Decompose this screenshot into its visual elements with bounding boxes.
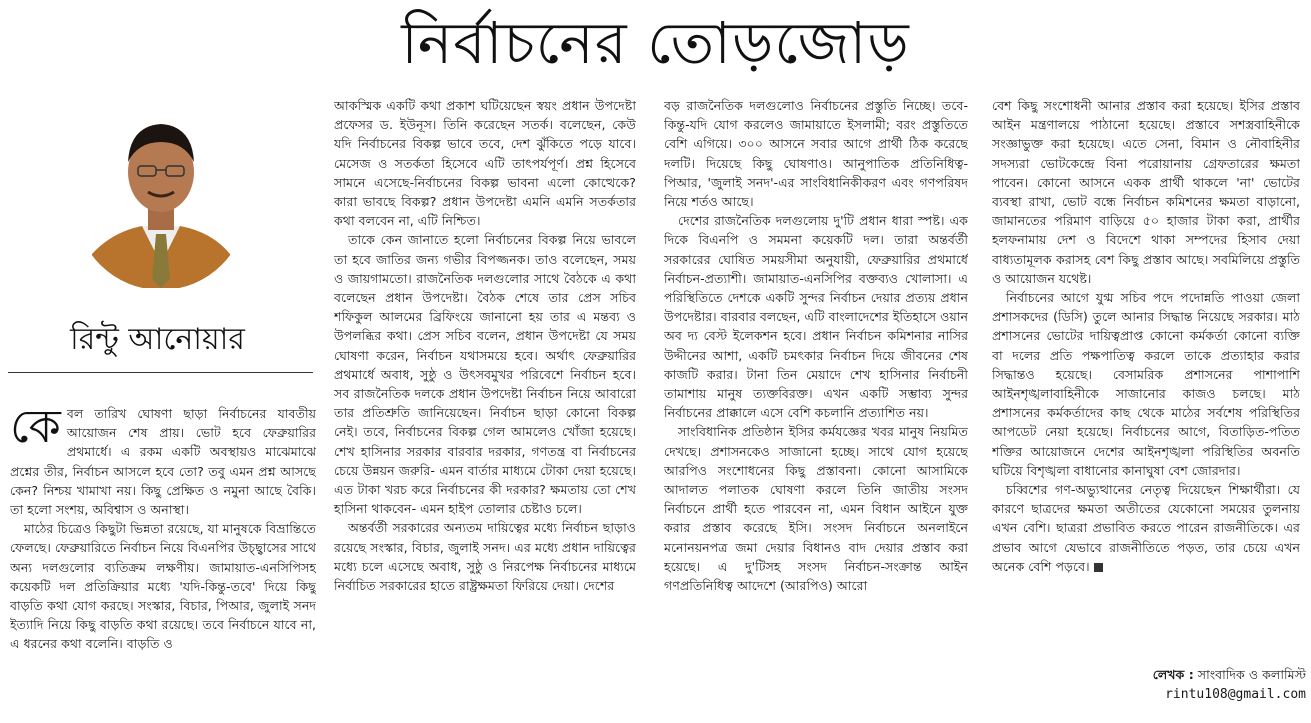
paragraph: দেশের রাজনৈতিক দলগুলোয় দু'টি প্রধান ধারা স্পষ্ট। এক দিকে বিএনপি ও সমমনা কয়েকটি দল। তারা অন্তর্বর্তী সরকারের ঘোষিত সময়সীমা অনুযায়ী, ফেব্রুয়ারির প্রথমার্ধে নির্বাচন-প্রত্যাশী। জামায়াত-এনসিপির বক্তব্যও খোলাসা। এ পরিস্থিতিতে দেশকে একটি সুন্দর নির্বাচন দেয়ার প্রত্যয় প্রধান উপদেষ্টার। বারবার বলছেন, এটি বাংলাদেশের ইতিহাসে ওয়ান অব দ্য বেস্ট ইলেকশন হবে। প্রধান নির্বাচন কমিশনার নাসির উদ্দীনের আশা, একটি চমৎকার নির্বাচন দিয়ে জীবনের শেষ কাজটি করার। টানা তিন মেয়াদে শেখ হাসিনার নির্বাচনী তামাশায় মানুষ ত্যক্তবিরক্ত। এখন একটি সম্ভাব্য সুন্দর নির্বাচনের প্রাক্কালে এসে বেশি কচলানি প্রত্যাশিত নয়।	[664, 213, 968, 421]
paragraph: বেশ কিছু সংশোধনী আনার প্রস্তাব করা হয়েছে। ইসির প্রস্তাব আইন মন্ত্রণালয়ে পাঠানো হয়েছে। প্রস্তাবে সশস্ত্রবাহিনীকে সংজ্ঞাভুক্ত করা হয়েছে। এতে সেনা, বিমান ও নৌবাহিনীর সদস্যরা ভোটকেন্দ্রে বিনা পরোয়ানায় গ্রেফতারের ক্ষমতা পাবেন। কোনো আসনে একক প্রার্থী থাকলে 'না' ভোটের ব্যবস্থা রাখা, ভোট বন্ধে নির্বাচন কমিশনের ক্ষমতা বাড়ানো, জামানতের পরিমাণ বাড়িয়ে ৫০ হাজার টাকা করা, প্রার্থীর হলফনামায় দেশ ও বিদেশে থাকা সম্পদের হিসাব দেয়া বাধ্যতামূলক করাসহ বেশ কিছু প্রস্তাব আছে। সবমিলিয়ে প্রস্তুতি ও আয়োজন যথেষ্ট।	[992, 98, 1300, 286]
headline: নির্বাচনের তোড়জোড়	[401, 9, 910, 77]
paragraph: অন্তর্বর্তী সরকারের অন্যতম দায়িত্বের মধ্যে নির্বাচন ছাড়াও রয়েছে সংস্কার, বিচার, জুলাই সনদ। এর মধ্যে প্রধান দায়িত্বের মধ্যে চলে এসেছে অবাধ, সুষ্ঠু ও নিরপেক্ষ নির্বাচনের মাধ্যমে নির্বাচিত সরকারের হাতে রাষ্ট্রক্ষমতা ফিরিয়ে দেয়া। দেশের	[334, 520, 636, 594]
paragraph: সাংবিধানিক প্রতিষ্ঠান ইসির কর্মযজ্ঞের খবর মানুষ নিয়মিত দেখছে। প্রশাসনকেও সাজানো হচ্ছে। সাথে যোগ হয়েছে আরপিও সংশোধনের কিছু প্রস্তাবনা। কোনো আসামিকে আদালত পলাতক ঘোষণা করলে তিনি জাতীয় সংসদ নির্বাচনে প্রার্থী হতে পারবেন না, এমন বিধান আইনে যুক্ত করার প্রস্তাব করেছে ইসি। সংসদ নির্বাচনে অনলাইনে মনোনয়নপত্র জমা দেয়ার বিধানও বাদ দেয়ার প্রস্তাব করা হয়েছে। এ দু'টিসহ সংসদ নির্বাচন-সংক্রান্ত আইন গণপ্রতিনিধিত্ব আদেশে (আরপিও) আরো	[664, 424, 968, 594]
paragraph: মাঠের চিত্রেও কিছুটা ভিন্নতা রয়েছে, যা মানুষকে বিভ্রান্তিতে ফেলছে। ফেব্রুয়ারিতে নির্বাচন নিয়ে বিএনপির উচ্ছ্বাসের সাথে অন্য দলগুলোর ব্যতিক্রম লক্ষণীয়। জামায়াত-এনসিপিসহ কয়েকটি দল প্রতিক্রিয়ার মধ্যে 'যদি-কিন্তু-তবে' দিয়ে কিছু বাড়তি কথা যোগ করছে। সংস্কার, বিচার, পিআর, জুলাই সনদ ইত্যাদি নিয়ে কিছু বাড়তি কথা রয়েছে। তবে নির্বাচনে যাবে না, এ ধরনের কথা বলেনি। বাড়তি ও	[10, 521, 316, 652]
paragraph: তাকে কেন জানাতে হলো নির্বাচনের বিকল্প নিয়ে ভাবলে তা হবে জাতির জন্য গভীর বিপজ্জনক। তাও বলেছেন, সময় ও জায়গামতো। রাজনৈতিক দলগুলোর সাথে বৈঠকে এ কথা বলেছেন প্রধান উপদেষ্টা। বৈঠক শেষে তার প্রেস সচিব শফিকুল আলমের ব্রিফিংয়ে জানানো হয় তার এ মন্তব্য ও উপলব্ধির কথা। প্রেস সচিব বলেন, প্রধান উপদেষ্টা যে সময় ঘোষণা করেন, নির্বাচন যথাসময়ে হবে। অর্থাৎ ফেব্রুয়ারির প্রথমার্ধে অবাধ, সুষ্ঠু ও উৎসবমুখর পরিবেশে নির্বাচন হবে। সব রাজনৈতিক দলকে প্রধান উপদেষ্টা নির্বাচন নিয়ে আবারো তার প্রতিশ্রুতি জানিয়েছেন। নির্বাচন ছাড়া কোনো বিকল্প নেই। তবে, নির্বাচনের বিকল্প গেল আমলেও খোঁজা হয়েছে। শেখ হাসিনার সরকার বারবার দরকার, গণতন্ত্র বা নির্বাচনের চেয়ে উন্নয়ন জরুরি- এমন বার্তার মাধ্যমে টোকা দেয়া হয়েছে। এত টাকা খরচ করে নির্বাচনের কী দরকার? ক্ষমতায় তো শেখ হাসিনা থাকবেন- এমন হাইপ তোলার চেষ্টাও চলে।	[334, 232, 636, 517]
article-column-4	[992, 96, 1300, 666]
paragraph: আকস্মিক একটি কথা প্রকাশ ঘটিয়েছেন স্বয়ং প্রধান উপদেষ্টা প্রফেসর ড. ইউনূস। তিনি করেছেন সতর্ক। বলেছেন, কেউ যদি নির্বাচনের বিকল্প ভাবে তবে, দেশ ঝুঁকিতে পড়ে যাবে। মেসেজ ও সতর্কতা হিসেবে এটি তাৎপর্যপূর্ণ। প্রশ্ন হিসেবে সামনে এসেছে-নির্বাচনের বিকল্প ভাবনা এলো কোত্থেকে? কারা ভাবছে বিকল্প? প্রধান উপদেষ্টা এমনি এমনি সতর্কতার কথা বলবেন না, এটি নিশ্চিত।	[334, 98, 636, 229]
author-byline: রিন্টু আনোয়ার	[70, 322, 245, 357]
article-column-3	[664, 96, 968, 700]
author-photo	[72, 104, 250, 288]
paragraph: নির্বাচনের আগে যুগ্ম সচিব পদে পদোন্নতি পাওয়া জেলা প্রশাসকদের (ডিসি) তুলে আনার সিদ্ধান্ত নিয়েছে সরকার। মাঠ প্রশাসনের ভোটের দায়িত্বপ্রাপ্ত কোনো কর্মকর্তা কোনো ব্যক্তি বা দলের প্রতি পক্ষপাতিত্ব করলে তাকে প্রত্যাহার করার সিদ্ধান্তও হয়েছে। বেসামরিক প্রশাসনের পাশাপাশি আইনশৃঙ্খলাবাহিনীকে সাজানোর কাজও চলছে। মাঠ প্রশাসনের কর্মকর্তাদের কাছ থেকে মাঠের সর্বশেষ পরিস্থিতির আপডেট নেয়া হয়েছে। নির্বাচনের আগে, বিতাড়িত-পতিত শক্তির আয়োজনে দেশের আইনশৃঙ্খলা পরিস্থিতির অবনতি ঘটিয়ে বিশৃঙ্খলা বাধানোর কানাঘুষা বেশ জোরদার।	[992, 290, 1300, 478]
article-column-2	[334, 96, 636, 700]
paragraph-text: চব্বিশের গণ-অভ্যুত্থানের নেতৃত্ব দিয়েছেন শিক্ষার্থীরা। যে কারণে ছাত্রদের ক্ষমতা অতীতের যেকোনো সময়ের তুলনায় এখন বেশি। ছাত্ররা প্রভাবিত করতে পারেন রাজনীতিকে। এর প্রভাব আগে যেভাবে রাজনীতিতে পড়ত, তার চেয়ে এখন অনেক বেশি পড়বে।	[992, 482, 1300, 574]
end-mark-icon	[1094, 563, 1103, 572]
drop-cap: কে	[10, 404, 61, 453]
byline-divider	[8, 372, 313, 373]
paragraph: বড় রাজনৈতিক দলগুলোও নির্বাচনের প্রস্তুতি নিচ্ছে। তবে-কিন্তু-যদি যোগ করলেও জামায়াতে ইসলামী; বরং প্রস্তুতিতে বেশি এগিয়ে। ৩০০ আসনে সবার আগে প্রার্থী ঠিক করেছে দলটি। দিয়েছে কিছু ঘোষণাও। আনুপাতিক প্রতিনিধিত্ব-পিআর, 'জুলাই সনদ'-এর সাংবিধানিকীকরণ এবং গণপরিষদ নিয়ে শর্তও আছে।	[664, 98, 968, 210]
paragraph	[992, 480, 1300, 576]
author-email: rintu108@gmail.com	[1165, 687, 1306, 702]
author-role: সাংবাদিক ও কলামিস্ট	[1197, 667, 1306, 682]
article-column-1	[10, 404, 316, 700]
paragraph: বল তারিখ ঘোষণা ছাড়া নির্বাচনের যাবতীয় আয়োজন শেষ প্রায়। ভোট হবে ফেব্রুয়ারির প্রথমার্ধে। এ রকম একটি অবস্থায়ও মাঝেমাঝে প্রশ্নের তীর, নির্বাচন আসলে হবে তো? তবু এমন প্রশ্ন আসছে কেন? নিশ্চয় খামাখা নয়। কিছু প্রেক্ষিত ও নমুনা আছে বৈকি। তা হলো সংশয়, অবিশ্বাস ও অনাস্থা।	[10, 406, 316, 518]
author-credit	[1110, 666, 1306, 684]
credit-label: লেখক :	[1152, 667, 1194, 682]
